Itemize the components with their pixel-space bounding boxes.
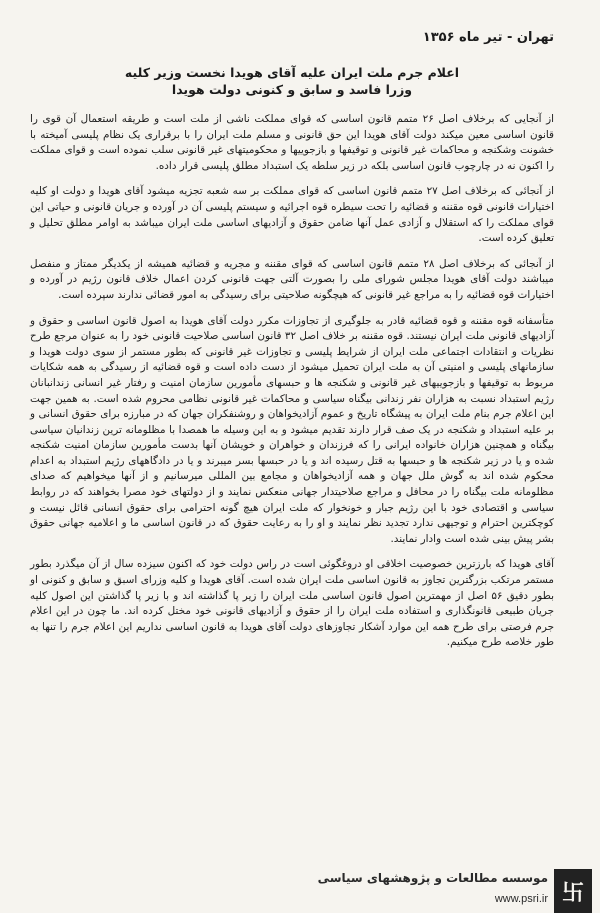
heading-line-1: اعلام جرم ملت ایران علیه آقای هویدا نخست وزیر کلیه [124, 65, 460, 80]
paragraph-5: آقای هویدا که بارزترین خصوصیت اخلاقی او دروغگوئی است در راس دولت خود که اکنون سیزده سال از آن میگذرد بطور مستمر مرتکب بزرگترین تجاوز به قانون اساسی ملت ایران شده است. آقای هویدا و کلیه وزرای اسبق و سابق و کنونی او بطور دقیق ۵۶ اصل از مهمترین اصول قانون اساسی ملت ایران را زیر پا گذاشته اند و با زیر پا گذاشتن این اصول کلیه جریان طبیعی قانونگذاری و استفاده ملت ایران را از حقوق و آزادیهای قانونی خود مختل کرده اند. ما چون در این اعلام جرم فرصتی برای طرح همه این موارد آشکار تجاوزهای دولت آقای هویدا به قانون اساسی نداریم این اعلام جرم را تنها به طور خلاصه طرح میکنیم. [30, 558, 554, 649]
institute-watermark [317, 869, 592, 913]
institute-name: موسسه مطالعات و پژوهشهای سیاسی [317, 871, 548, 885]
heading-line-2: وزرا فاسد و سابق و کنونی دولت هویدا [171, 82, 413, 97]
institute-logo-icon: 卐 [554, 869, 592, 913]
document-heading [30, 64, 554, 98]
institute-url: www.psri.ir [494, 893, 548, 905]
paragraph-2: از آنجائی که برخلاف اصل ۲۷ متمم قانون اساسی که قوای مملکت بر سه شعبه تجزیه میشود آقای هویدا و دولت او کلیه اختیارات قانونی قوه مقننه و قضائیه را تحت سیطره قوه اجرائیه و سیستم پلیسی آن در آورده و جریان قانونی و حیاتی این قوای مملکت را که استقلال و آزادی عمل آنها ضامن حقوق و آزادیهای اساسی ملت ایران میباشد به اوامر مطلق تحلیل و تعلیق کرده است. [30, 185, 554, 245]
paragraph-4: متأسفانه قوه مقننه و قوه قضائیه قادر به جلوگیری از تجاوزات مکرر دولت آقای هویدا به اصول قانون اساسی و حقوق و آزادیهای قانونی ملت ایران نیستند. قوه مقننه بر خلاف اصل ۳۲ قانون اساسی صلاحیت قانونی خود را به عنوان مرجع طرح نظریات و انتقادات اجتماعی ملت ایران از شرایط پلیسی و تجاوزات غیر قانونی که بطور مستمر از سوی دولت هویدا و سازمانهای پلیسی و امنیتی آن به ملت ایران تحمیل میشود از دست داده است و قوه قضائیه از رسیدگی به همه شکایات مربوط به توقیفها و بازجوییهای غیر قانونی و شکنجه ها و حبسهای مأمورین سازمان امنیت و رفتار غیر انسانی زندانبانان رژیم استبداد نسبت به هزاران نفر زندانی بیگناه سیاسی و محاکمات غیر قانونی نظامی محروم شده است. به همین جهت این اعلام جرم بنام ملت ایران به پیشگاه تاریخ و عموم آزادیخواهان و روشنفکران جهان که در مبارزه برای حقوق انسانی و بر علیه استبداد و شکنجه در یک صف قرار دارند تقدیم میشود و به این وسیله ما همصدا با مظلومانه ترین زندانیان سیاسی بیگناه و همچنین هزاران خانواده ایرانی را که فرزندان و خواهران و خویشان آنها بدست مأمورین سازمان امنیت شکنجه شده و یا در زیر شکنجه ها و حبسها به قتل رسیده اند و یا در حبسها بسر میبرند و یا در دادگاههای رژیم استبداد به اعدام محکوم شده اند به گوش ملل جهان و همه آزادیخواهان و مجامع بین المللی میرسانیم و از آنها میخواهیم که صدای مظلومانه ملت بیگناه را در محافل و مراجع صلاحیتدار جهانی منعکس نمایند و از دولتهای خود مصرا بخواهند که در روابط سیاسی و اقتصادی خود با این رژیم جبار و خونخوار که ملت ایران هیچ گونه احترامی برای حقوق انسانی قائل نیست و کوچکترین احترام و توجیهی ندارد تجدید نظر نمایند و او را به رعایت حقوق که در قانون اساسی ما و اعلامیه جهانی حقوق بشر پیش بینی شده است وادار نمایند. [30, 314, 554, 545]
paragraph-1: از آنجایی که برخلاف اصل ۲۶ متمم قانون اساسی که قوای مملکت ناشی از ملت است و طریقه استعمال آن قوی را قانون اساسی معین میکند دولت آقای هویدا این حق قانونی و مسلم ملت ایران را با برقراری یک نظام پلیسی آمیخته با خشونت وشکنجه و محاکمات غیر قانونی و توقیفها و بازجوییها و محکومیتهای غیر قانونی سلب نموده است و قوای مملکت را اکنون نه در چارچوب قانون اساسی بلکه در زیر سلطه یک استبداد مطلق پلیسی قرار داده. [30, 113, 554, 172]
paragraph-3: از آنجائی که برخلاف اصل ۲۸ متمم قانون اساسی که قوای مقننه و مجریه و قضائیه همیشه از یکدیگر ممتاز و منفصل میباشند دولت آقای هویدا مجلس شورای ملی را بصورت آلتی جهت قانونی کردن اعمال خلاف قانون رژیم در آورده و اختیارات قوه قضائیه را به مراجع غیر قانونی که هیچگونه صلاحیتی برای رسیدگی به امور قضائی ندارند سپرده است. [30, 257, 554, 301]
dateline: تهران - تیر ماه ۱۳۵۶ [422, 30, 554, 45]
